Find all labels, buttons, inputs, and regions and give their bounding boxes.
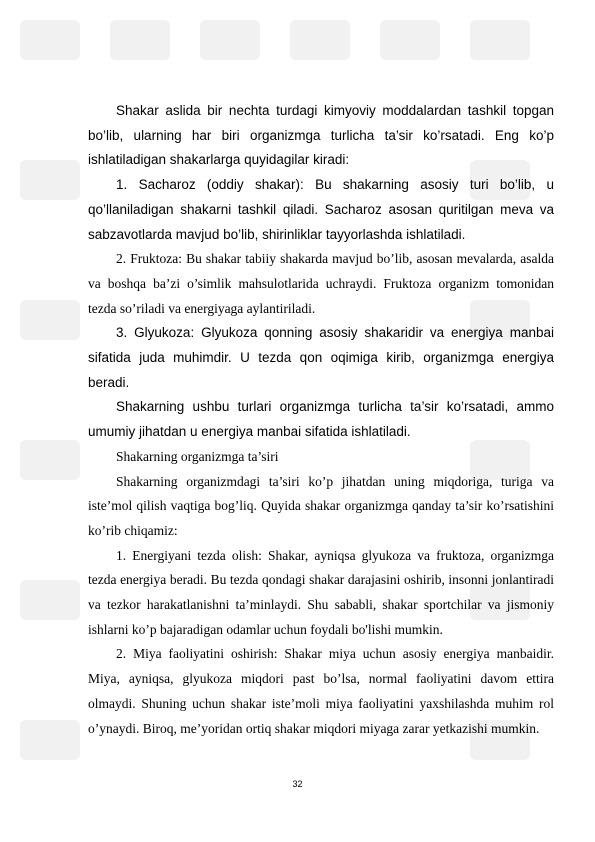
- list-item-sacharoz: 1. Sacharoz (oddiy shakar): Bu shakarning asosiy turi bo’lib, u qo’llaniladigan shakarni tashkil qiladi. Sacharoz asosan quritilgan meva va sabzavotlarda mavjud bo’lib, shirinliklar tayyorlashda ishlatiladi.: [88, 177, 554, 242]
- page-number: 32: [292, 779, 303, 789]
- summary-paragraph: Shakarning ushbu turlari organizmga turlicha ta’sir ko’rsatadi, ammo umumiy jihatdan u energiya manbai sifatida ishlatiladi.: [88, 399, 554, 440]
- document-body: [88, 99, 554, 741]
- list-item-miya: 2. Miya faoliyatini oshirish: Shakar miya uchun asosiy energiya manbaidir. Miya, ayniqsa, glyukoza miqdori past bo’lsa, normal faoliyatini davom ettira olmaydi. Shuning uchun shakar iste’moli miya faoliyatini yaxshilashda muhim rol o’ynaydi. Biroq, me’yoridan ortiq shakar miqdori miyaga zarar yetkazishi mumkin.: [88, 646, 554, 736]
- list-item-energiya: 1. Energiyani tezda olish: Shakar, ayniqsa glyukoza va fruktoza, organizmga tezda energiya beradi. Bu tezda qondagi shakar darajasini oshirib, insonni jonlantiradi va tezkor harakatlanishni ta’minlaydi. Shu sababli, shakar sportchilar va jismoniy ishlarni ko’p bajaradigan odamlar uchun foydali bo'lishi mumkin.: [88, 547, 554, 637]
- list-item-glyukoza: 3. Glyukoza: Glyukoza qonning asosiy shakaridir va energiya manbai sifatida juda muhimdir. U tezda qon oqimiga kirib, organizmga energiya beradi.: [88, 325, 554, 390]
- section-intro-paragraph: Shakarning organizmdagi ta’siri ko’p jihatdan uning miqdoriga, turiga va iste’mol qilish vaqtiga bog’liq. Quyida shakar organizmga qanday ta’sir ko’rsatishini ko’rib chiqamiz:: [88, 473, 554, 538]
- intro-paragraph: Shakar aslida bir nechta turdagi kimyoviy moddalardan tashkil topgan bo’lib, ularning har biri organizmga turlicha ta’sir ko’rsatadi. Eng ko’p ishlatiladigan shakarlarga quyidagilar kiradi:: [88, 103, 554, 168]
- section-heading: Shakarning organizmga ta’siri: [116, 448, 279, 464]
- list-item-fruktoza: 2. Fruktoza: Bu shakar tabiiy shakarda mavjud bo’lib, asosan mevalarda, asalda va boshqa ba’zi o’simlik mahsulotlarida uchraydi. Fruktoza organizm tomonidan tezda so’riladi va energiyaga aylantiriladi.: [88, 251, 554, 316]
